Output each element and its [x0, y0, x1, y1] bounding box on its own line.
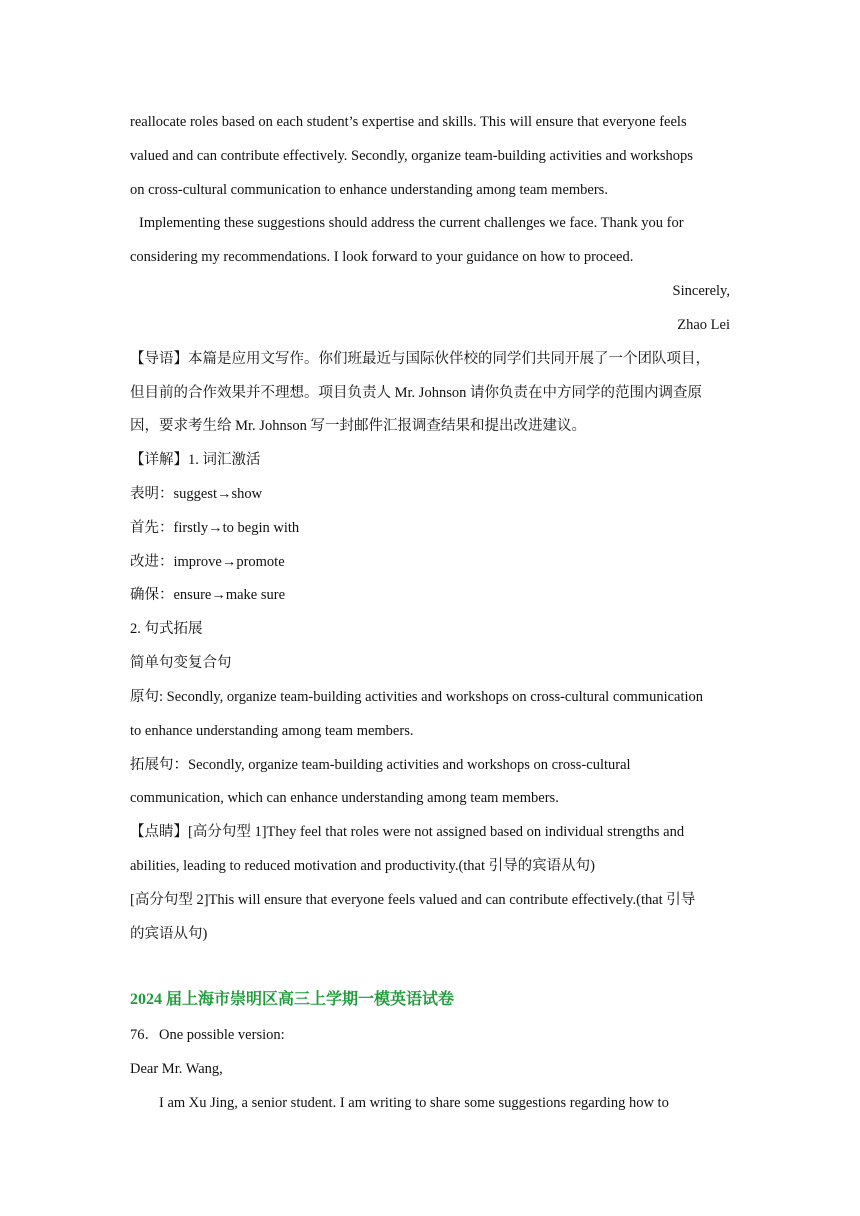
body-line: 简单句变复合句: [130, 655, 232, 671]
question-number-line: 76．One possible version:: [130, 1027, 285, 1043]
body-line: on cross-cultural communication to enhance understanding among team members.: [130, 182, 608, 198]
closing-line: Sincerely,: [672, 283, 730, 299]
highlight-line: abilities, leading to reduced motivation and productivity.(that 引导的宾语从句): [130, 858, 595, 874]
detail-heading: 【详解】1. 词汇激活: [130, 452, 261, 468]
signature-line: Zhao Lei: [677, 317, 730, 333]
highlight-line: 的宾语从句): [130, 926, 208, 942]
original-sentence-line: 原句: Secondly, organize team-building activities and workshops on cross-cultural communication: [130, 689, 704, 705]
expanded-sentence-line: communication, which can enhance understanding among team members.: [130, 790, 559, 806]
intro-line: 但目前的合作效果并不理想。项目负责人 Mr. Johnson 请你负责在中方同学的范围内调查原: [130, 385, 702, 401]
body-line: reallocate roles based on each student’s expertise and skills. This will ensure that everyone feels: [130, 114, 687, 130]
vocab-line: 改进：improve→promote: [130, 554, 285, 570]
subsection-title: 2. 句式拓展: [130, 621, 203, 637]
highlight-line: 【点睛】[高分句型 1]They feel that roles were not assigned based on individual strengths and: [130, 824, 685, 840]
body-line: considering my recommendations. I look forward to your guidance on how to proceed.: [130, 249, 634, 265]
highlight-line: [高分句型 2]This will ensure that everyone feels valued and can contribute effectively.(that 引导: [130, 892, 696, 908]
vocab-line: 首先：firstly→to begin with: [130, 520, 300, 536]
vocab-line: 确保：ensure→make sure: [130, 587, 286, 603]
intro-line: 【导语】本篇是应用文写作。你们班最近与国际伙伴校的同学们共同开展了一个团队项目，: [130, 351, 710, 367]
body-line: I am Xu Jing, a senior student. I am writing to share some suggestions regarding how to: [159, 1095, 669, 1111]
salutation-line: Dear Mr. Wang,: [130, 1061, 223, 1077]
body-line: Implementing these suggestions should address the current challenges we face. Thank you for: [139, 215, 684, 231]
intro-line: 因，要求考生给 Mr. Johnson 写一封邮件汇报调查结果和提出改进建议。: [130, 418, 586, 434]
body-line: valued and can contribute effectively. Secondly, organize team-building activities and workshops: [130, 148, 693, 164]
vocab-line: 表明：suggest→show: [130, 486, 263, 502]
expanded-sentence-line: 拓展句：Secondly, organize team-building activities and workshops on cross-cultural: [130, 757, 631, 773]
section-heading: 2024 届上海市崇明区高三上学期一模英语试卷: [130, 991, 455, 1008]
original-sentence-line: to enhance understanding among team members.: [130, 723, 414, 739]
